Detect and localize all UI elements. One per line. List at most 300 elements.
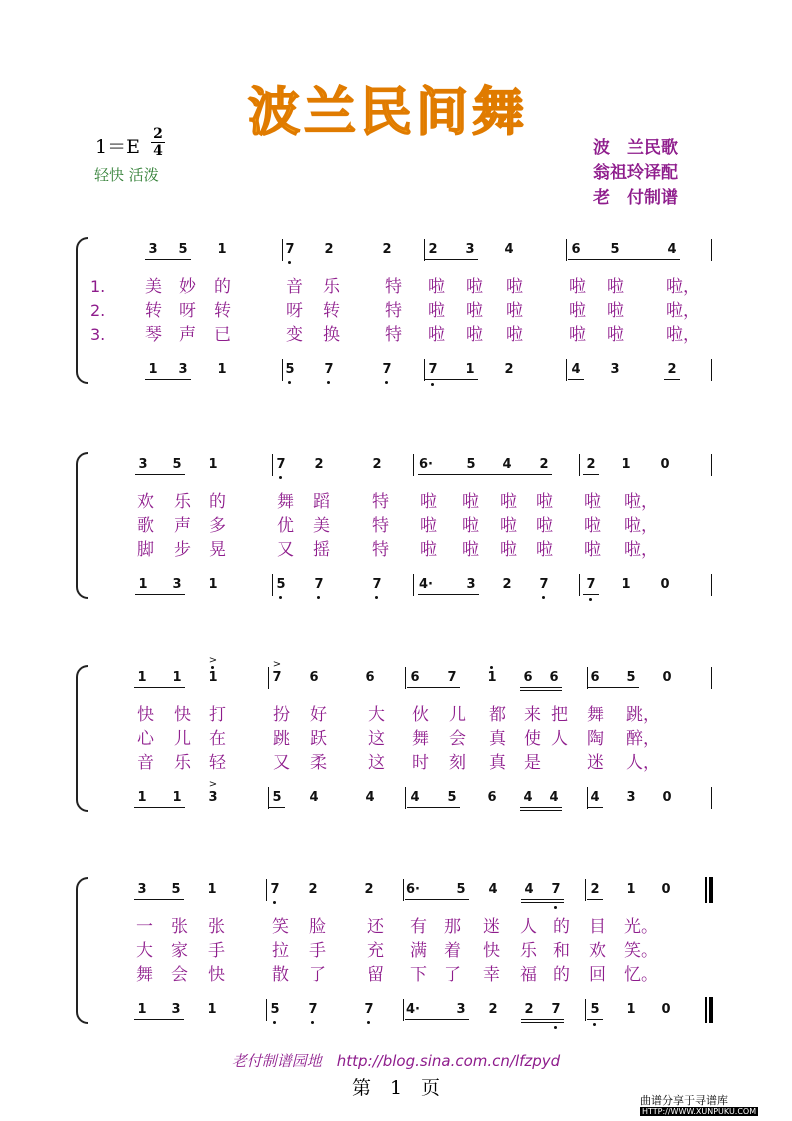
lyric-syllable: 转 — [323, 301, 340, 321]
credit-translator: 翁祖玲译配 — [593, 163, 678, 183]
lyric-syllable: 又 — [273, 753, 290, 773]
lower-octave-dot-low — [542, 596, 545, 599]
upper-barline — [711, 454, 712, 476]
upper-note: 2 — [372, 457, 382, 472]
lyric-syllable: 啦， — [666, 325, 700, 345]
lower-note: 7 — [586, 577, 596, 592]
upper-note: 2 — [308, 882, 318, 897]
lower-note: 5 — [285, 362, 295, 377]
lyric-syllable: 蹈 — [313, 492, 330, 512]
lyric-syllable: 转 — [214, 301, 231, 321]
lower-note: 5 — [447, 790, 457, 805]
lyric-syllable: 多 — [209, 516, 226, 536]
lower-beam — [135, 594, 185, 595]
lower-octave-dot-low — [375, 596, 378, 599]
upper-note: 5 — [626, 670, 636, 685]
lyric-syllable: 啦 — [428, 277, 445, 297]
lower-note: 3 — [610, 362, 620, 377]
lower-octave-dot-low — [273, 1021, 276, 1024]
lower-note: 1 — [621, 577, 631, 592]
lyric-syllable: 啦 — [584, 540, 601, 560]
lyric-syllable: 笑。 — [624, 941, 658, 961]
upper-beam — [135, 474, 185, 475]
lyric-syllable: 啦 — [506, 301, 523, 321]
lyric-syllable: 手 — [309, 941, 326, 961]
lower-barline — [413, 574, 414, 596]
lyric-syllable: 啦 — [569, 277, 586, 297]
lower-note: 7 — [314, 577, 324, 592]
time-signature-top: 2 — [153, 126, 163, 142]
upper-note: 1 — [137, 670, 147, 685]
lower-beam — [134, 807, 185, 808]
upper-note: 6 — [571, 242, 581, 257]
lyric-syllable: 把 — [551, 705, 568, 725]
lower-beam — [407, 807, 460, 808]
lower-note: 3 — [178, 362, 188, 377]
lyric-syllable: 陶 — [587, 729, 604, 749]
lower-note: 0 — [662, 790, 672, 805]
lower-note: 4 — [549, 790, 559, 805]
lower-note: 2 — [502, 577, 512, 592]
lyric-syllable: 使 — [524, 729, 541, 749]
upper-beam — [145, 259, 191, 260]
lyric-syllable: 啦 — [607, 301, 624, 321]
lyric-syllable: 特 — [385, 301, 402, 321]
score-system — [0, 237, 792, 387]
upper-note: 5 — [610, 242, 620, 257]
lyric-syllable: 变 — [286, 325, 303, 345]
lower-octave-dot-low — [554, 1026, 557, 1029]
lower-note: 3 — [208, 790, 218, 805]
lyric-syllable: 儿 — [449, 705, 466, 725]
lyric-syllable: 打 — [209, 705, 226, 725]
upper-note: 1 — [207, 882, 217, 897]
lyric-syllable: 扮 — [273, 705, 290, 725]
lyric-syllable: 啦 — [607, 325, 624, 345]
upper-note: 2 — [539, 457, 549, 472]
lyric-syllable: 醉， — [626, 729, 660, 749]
lower-note: 2 — [667, 362, 677, 377]
lyric-syllable: 的 — [209, 492, 226, 512]
upper-note: 3 — [138, 457, 148, 472]
lower-octave-dot-low — [589, 598, 592, 601]
lyric-syllable: 的 — [553, 965, 570, 985]
tempo-marking: 轻快 活泼 — [94, 166, 159, 184]
lower-octave-dot-low — [317, 596, 320, 599]
lower-note: 7 — [364, 1002, 374, 1017]
upper-note: 7 — [270, 882, 280, 897]
score-system — [0, 877, 792, 1027]
upper-note: 6· — [406, 882, 420, 897]
lyric-syllable: 快 — [174, 705, 191, 725]
lower-note: 3 — [172, 577, 182, 592]
upper-note: 4 — [524, 882, 534, 897]
upper-note: 5 — [172, 457, 182, 472]
lyric-syllable: 迷 — [587, 753, 604, 773]
upper-octave-dot-low — [279, 476, 282, 479]
upper-note: 3 — [465, 242, 475, 257]
lower-beam-double — [521, 1022, 564, 1023]
upper-note: 0 — [660, 457, 670, 472]
upper-note: 3 — [148, 242, 158, 257]
lyric-syllable: 快 — [483, 941, 500, 961]
lyric-syllable: 特 — [385, 277, 402, 297]
lower-note: 5 — [276, 577, 286, 592]
upper-note: 6 — [309, 670, 319, 685]
lyric-syllable: 歌 — [137, 516, 154, 536]
upper-note: 4 — [504, 242, 514, 257]
upper-note: 2 — [428, 242, 438, 257]
upper-accent-mark: > — [208, 655, 218, 666]
lyric-syllable: 会 — [171, 965, 188, 985]
lyric-syllable: 散 — [272, 965, 289, 985]
lower-octave-dot-low — [385, 381, 388, 384]
upper-beam — [568, 259, 680, 260]
lyric-syllable: 欢 — [137, 492, 154, 512]
lower-accent-mark: > — [208, 779, 218, 790]
lyric-syllable: 啦 — [466, 277, 483, 297]
lyric-syllable: 跳 — [273, 729, 290, 749]
upper-note: 6 — [365, 670, 375, 685]
system-brace — [76, 452, 88, 599]
lower-note: 1 — [208, 577, 218, 592]
lyric-syllable: 拉 — [272, 941, 289, 961]
lyric-syllable: 啦 — [428, 325, 445, 345]
lyric-syllable: 啦 — [420, 516, 437, 536]
lower-octave-dot-low — [367, 1021, 370, 1024]
lower-note: 3 — [171, 1002, 181, 1017]
lower-beam — [521, 1019, 564, 1020]
lower-note: 1 — [137, 790, 147, 805]
key-signature: 1＝E — [95, 136, 140, 158]
lyric-syllable: 琴 — [145, 325, 162, 345]
upper-octave-dot-low — [288, 261, 291, 264]
lyric-syllable: 充 — [367, 941, 384, 961]
lyric-syllable: 的 — [553, 917, 570, 937]
lower-note: 4 — [571, 362, 581, 377]
lower-octave-dot-low — [288, 381, 291, 384]
lyric-syllable: 真 — [489, 753, 506, 773]
lyric-syllable: 张 — [208, 917, 225, 937]
lower-note: 1 — [148, 362, 158, 377]
lower-note: 1 — [138, 577, 148, 592]
upper-note: 1 — [626, 882, 636, 897]
lyric-syllable: 啦 — [584, 516, 601, 536]
lower-note: 4 — [410, 790, 420, 805]
lower-beam-double — [520, 810, 562, 811]
upper-note: 6 — [523, 670, 533, 685]
upper-beam — [134, 899, 184, 900]
lower-beam — [520, 807, 562, 808]
lyric-syllable: 舞 — [136, 965, 153, 985]
upper-note: 5 — [178, 242, 188, 257]
time-signature — [150, 126, 166, 159]
verse-number: 3. — [90, 325, 106, 344]
lyric-syllable: 幸 — [483, 965, 500, 985]
watermark-text: 曲谱分享于寻谱库 — [640, 1094, 728, 1107]
page-number: 第 1 页 — [351, 1077, 441, 1099]
lyric-syllable: 忆。 — [624, 965, 658, 985]
lyric-syllable: 晃 — [209, 540, 226, 560]
lower-barline — [711, 787, 712, 809]
lyric-syllable: 光。 — [624, 917, 658, 937]
upper-beam — [587, 687, 639, 688]
lyric-syllable: 脸 — [309, 917, 326, 937]
lower-note: 3 — [456, 1002, 466, 1017]
lower-note: 4 — [309, 790, 319, 805]
upper-note: 4 — [502, 457, 512, 472]
lyric-syllable: 目 — [589, 917, 606, 937]
lower-note: 7 — [539, 577, 549, 592]
lower-note: 1 — [207, 1002, 217, 1017]
upper-note: 5 — [171, 882, 181, 897]
lyric-syllable: 时 — [412, 753, 429, 773]
lower-beam — [418, 594, 479, 595]
lyric-syllable: 已 — [214, 325, 231, 345]
lyric-syllable: 声 — [174, 516, 191, 536]
lyric-syllable: 下 — [410, 965, 427, 985]
lyric-syllable: 特 — [372, 492, 389, 512]
lower-note: 3 — [626, 790, 636, 805]
lyric-syllable: 一 — [136, 917, 153, 937]
final-barline-thin — [705, 877, 707, 903]
upper-beam — [418, 474, 552, 475]
upper-octave-dot-high — [211, 666, 214, 669]
lower-note: 4· — [406, 1002, 420, 1017]
lower-beam — [145, 379, 191, 380]
lyric-syllable: 啦 — [466, 301, 483, 321]
lyric-syllable: 啦， — [624, 492, 658, 512]
lyric-syllable: 步 — [174, 540, 191, 560]
lyric-syllable: 美 — [313, 516, 330, 536]
final-barline-thick — [709, 877, 713, 903]
lyric-syllable: 儿 — [174, 729, 191, 749]
lyric-syllable: 啦 — [607, 277, 624, 297]
lower-beam — [425, 379, 478, 380]
lower-note: 4 — [365, 790, 375, 805]
upper-octave-dot-low — [554, 906, 557, 909]
upper-octave-dot-low — [273, 901, 276, 904]
lyric-syllable: 音 — [286, 277, 303, 297]
lyric-syllable: 回 — [589, 965, 606, 985]
upper-note: 0 — [662, 670, 672, 685]
lyric-syllable: 特 — [372, 516, 389, 536]
lyric-syllable: 啦 — [420, 540, 437, 560]
lyric-syllable: 伙 — [412, 705, 429, 725]
upper-barline — [413, 454, 414, 476]
lyric-syllable: 张 — [171, 917, 188, 937]
lyric-syllable: 啦 — [536, 492, 553, 512]
lyric-syllable: 快 — [208, 965, 225, 985]
lower-beam — [587, 1019, 603, 1020]
upper-beam — [521, 899, 564, 900]
upper-note: 1 — [621, 457, 631, 472]
score-system — [0, 452, 792, 602]
upper-beam — [583, 474, 599, 475]
lyric-syllable: 转 — [145, 301, 162, 321]
lyric-syllable: 轻 — [209, 753, 226, 773]
upper-note: 1 — [208, 457, 218, 472]
lower-octave-dot-low — [311, 1021, 314, 1024]
lower-beam — [587, 807, 603, 808]
upper-note: 5 — [466, 457, 476, 472]
lyric-syllable: 优 — [277, 516, 294, 536]
lyric-syllable: 啦 — [462, 540, 479, 560]
lower-note: 2 — [524, 1002, 534, 1017]
upper-note: 4 — [667, 242, 677, 257]
lower-note: 0 — [661, 1002, 671, 1017]
upper-beam — [587, 899, 603, 900]
lyric-syllable: 啦 — [462, 492, 479, 512]
upper-barline — [711, 667, 712, 689]
lyric-syllable: 福 — [520, 965, 537, 985]
lyric-syllable: 脚 — [137, 540, 154, 560]
lyric-syllable: 乐 — [520, 941, 537, 961]
lyric-syllable: 笑 — [272, 917, 289, 937]
upper-note: 7 — [447, 670, 457, 685]
lyric-syllable: 声 — [179, 325, 196, 345]
lyric-syllable: 迷 — [483, 917, 500, 937]
lower-beam — [269, 807, 285, 808]
lower-note: 1 — [137, 1002, 147, 1017]
upper-octave-dot-high — [490, 666, 493, 669]
verse-number: 2. — [90, 301, 106, 320]
verse-number: 1. — [90, 277, 106, 296]
lower-note: 6 — [487, 790, 497, 805]
lower-octave-dot-low — [327, 381, 330, 384]
lyric-syllable: 都 — [489, 705, 506, 725]
lower-note: 2 — [504, 362, 514, 377]
upper-note: 1 — [217, 242, 227, 257]
upper-note: 2 — [364, 882, 374, 897]
lyric-syllable: 呀 — [286, 301, 303, 321]
lyric-syllable: 又 — [277, 540, 294, 560]
upper-note: 0 — [661, 882, 671, 897]
lyric-syllable: 大 — [136, 941, 153, 961]
footer-blog-link[interactable]: 老付制谱园地 http://blog.sina.com.cn/lfzpyd — [231, 1052, 561, 1070]
lower-note: 7 — [551, 1002, 561, 1017]
lyric-syllable: 啦 — [536, 516, 553, 536]
lower-note: 1 — [465, 362, 475, 377]
upper-note: 6 — [549, 670, 559, 685]
upper-note: 6 — [590, 670, 600, 685]
lyric-syllable: 这 — [368, 729, 385, 749]
lyric-syllable: 在 — [209, 729, 226, 749]
lyric-syllable: 美 — [145, 277, 162, 297]
upper-note: 2 — [324, 242, 334, 257]
final-barline-thin — [705, 997, 707, 1023]
lyric-syllable: 摇 — [313, 540, 330, 560]
lyric-syllable: 啦， — [624, 516, 658, 536]
upper-beam — [405, 899, 469, 900]
upper-barline — [711, 239, 712, 261]
upper-note: 2 — [382, 242, 392, 257]
lyric-syllable: 啦 — [569, 325, 586, 345]
lyric-syllable: 人 — [520, 917, 537, 937]
lyric-syllable: 人 — [551, 729, 568, 749]
lower-note: 4 — [523, 790, 533, 805]
lyric-syllable: 乐 — [174, 492, 191, 512]
lyric-syllable: 手 — [208, 941, 225, 961]
system-brace — [76, 665, 88, 812]
credit-composer: 波 兰民歌 — [593, 138, 678, 158]
lyric-syllable: 啦 — [428, 301, 445, 321]
lyric-syllable: 音 — [137, 753, 154, 773]
lower-barline — [711, 359, 712, 381]
lyric-syllable: 啦 — [506, 325, 523, 345]
upper-note: 1 — [208, 670, 218, 685]
lyric-syllable: 啦 — [584, 492, 601, 512]
lower-barline — [711, 574, 712, 596]
system-brace — [76, 237, 88, 384]
lyric-syllable: 特 — [385, 325, 402, 345]
lyric-syllable: 那 — [444, 917, 461, 937]
lyric-syllable: 大 — [368, 705, 385, 725]
upper-note: 7 — [272, 670, 282, 685]
lyric-syllable: 呀 — [179, 301, 196, 321]
lower-beam — [583, 594, 599, 595]
lower-note: 3 — [466, 577, 476, 592]
lyric-syllable: 啦 — [506, 277, 523, 297]
upper-note: 2 — [590, 882, 600, 897]
upper-note: 7 — [551, 882, 561, 897]
lyric-syllable: 来 — [524, 705, 541, 725]
lyric-syllable: 好 — [310, 705, 327, 725]
lyric-syllable: 欢 — [589, 941, 606, 961]
upper-note: 7 — [276, 457, 286, 472]
lyric-syllable: 是 — [524, 753, 541, 773]
lower-note: 5 — [272, 790, 282, 805]
lyric-syllable: 啦， — [624, 540, 658, 560]
system-brace — [76, 877, 88, 1024]
lyric-syllable: 啦 — [420, 492, 437, 512]
lower-note: 1 — [217, 362, 227, 377]
upper-beam — [407, 687, 460, 688]
lyric-syllable: 换 — [323, 325, 340, 345]
lyric-syllable: 乐 — [174, 753, 191, 773]
lyric-syllable: 真 — [489, 729, 506, 749]
lyric-syllable: 有 — [410, 917, 427, 937]
lyric-syllable: 啦 — [500, 540, 517, 560]
lyric-syllable: 柔 — [310, 753, 327, 773]
upper-beam — [520, 687, 562, 688]
lyric-syllable: 会 — [449, 729, 466, 749]
lyric-syllable: 啦 — [500, 492, 517, 512]
lyric-syllable: 跳， — [626, 705, 660, 725]
lower-note: 5 — [590, 1002, 600, 1017]
upper-beam — [134, 687, 185, 688]
lower-beam — [664, 379, 680, 380]
lower-note: 1 — [626, 1002, 636, 1017]
time-signature-bottom: 4 — [153, 143, 163, 159]
lower-note: 7 — [324, 362, 334, 377]
lower-note: 0 — [660, 577, 670, 592]
lyric-syllable: 啦 — [569, 301, 586, 321]
upper-beam-double — [520, 690, 562, 691]
lyric-syllable: 舞 — [412, 729, 429, 749]
watermark-url: HTTP://WWW.XUNPUKU.COM — [642, 1107, 757, 1116]
lower-note: 4 — [590, 790, 600, 805]
lyric-syllable: 啦 — [466, 325, 483, 345]
lower-note: 7 — [372, 577, 382, 592]
lyric-syllable: 留 — [367, 965, 384, 985]
lyric-syllable: 啦， — [666, 301, 700, 321]
lyric-syllable: 刻 — [449, 753, 466, 773]
upper-note: 6· — [419, 457, 433, 472]
lower-note: 7 — [382, 362, 392, 377]
upper-note: 5 — [456, 882, 466, 897]
credit-transcriber: 老 付制谱 — [593, 188, 678, 208]
